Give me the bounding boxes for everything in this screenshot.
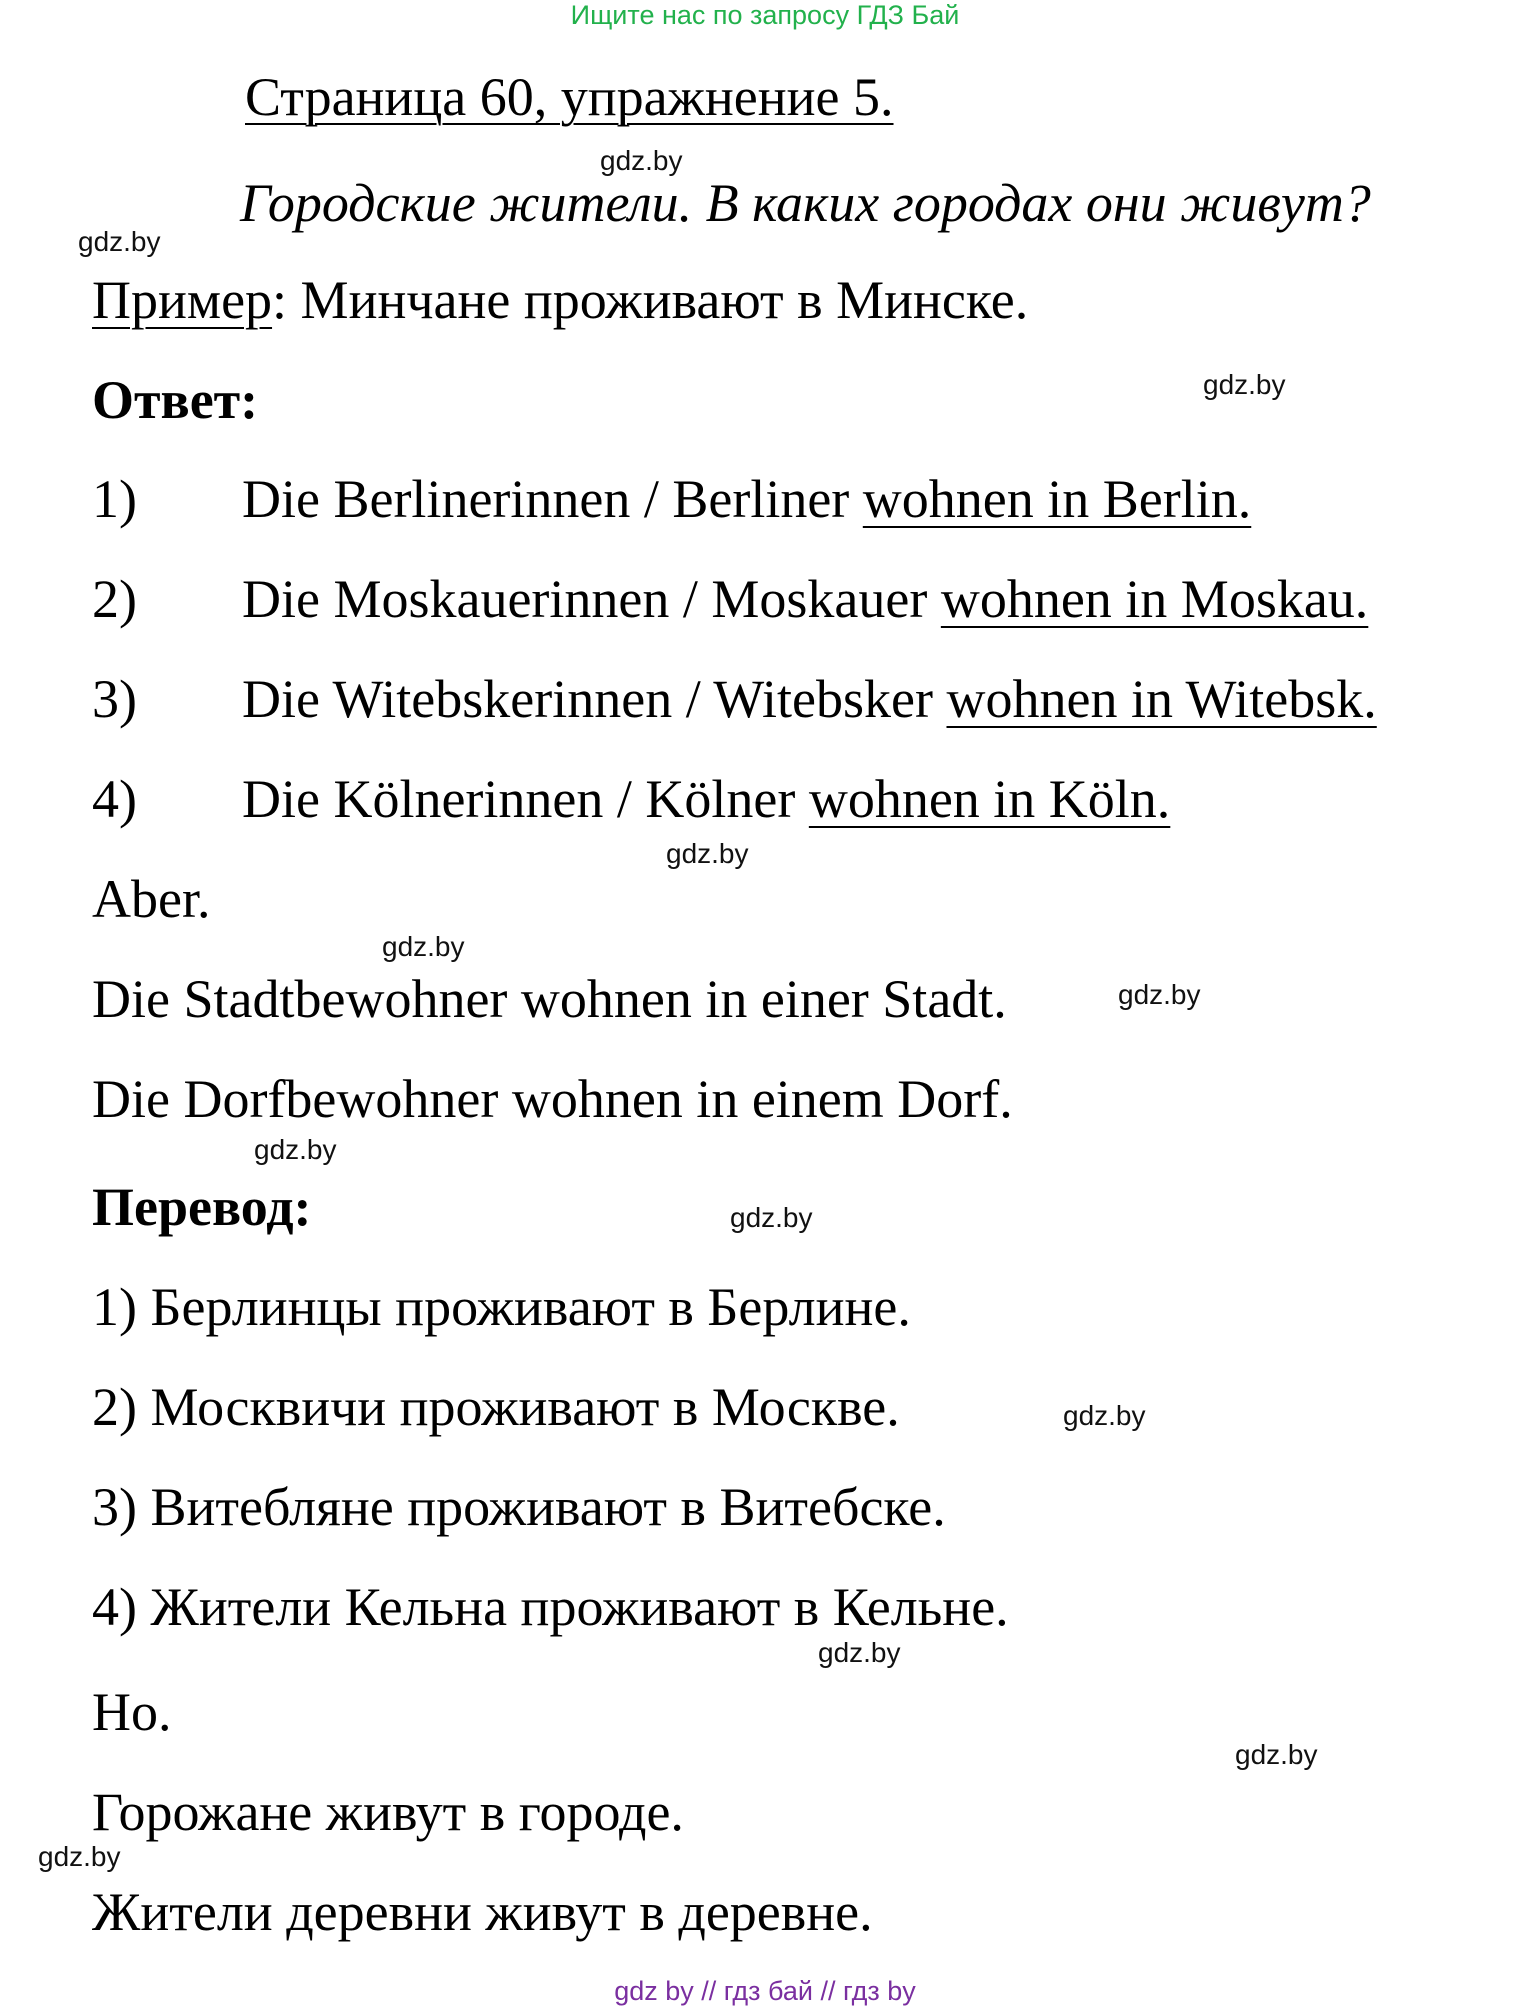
translation-line: 4) Жители Кельна проживают в Кельне. [92, 1577, 1009, 1637]
watermark: gdz.by [1235, 1739, 1318, 1770]
no-label: Но. [92, 1682, 172, 1742]
answer-number: 4) [92, 769, 137, 829]
answer-text: Die Berlinerinnen / Berliner [242, 469, 863, 529]
watermark: gdz.by [254, 1134, 337, 1165]
answer-item [242, 469, 1252, 529]
example-line [92, 270, 1029, 330]
watermark: gdz.by [78, 226, 161, 257]
translation-line: 3) Витебляне проживают в Витебске. [92, 1477, 946, 1537]
top-banner[interactable]: Ищите нас по запросу ГДЗ Бай [570, 0, 960, 30]
watermark: gdz.by [730, 1202, 813, 1233]
watermark: gdz.by [1118, 979, 1201, 1010]
answer-item [242, 769, 1171, 829]
no-line: Горожане живут в городе. [92, 1782, 684, 1842]
watermark: gdz.by [38, 1841, 121, 1872]
answer-text: Die Witebskerinnen / Witebsker [242, 669, 947, 729]
answer-item [242, 669, 1377, 729]
exercise-subtitle: Городские жители. В каких городах они живут? [240, 173, 1371, 233]
aber-line: Die Dorfbewohner wohnen in einem Dorf. [92, 1069, 1013, 1129]
watermark: gdz.by [1203, 369, 1286, 400]
answer-number: 1) [92, 469, 137, 529]
answer-number: 2) [92, 569, 137, 629]
example-label: Пример [92, 270, 273, 330]
watermark: gdz.by [818, 1637, 901, 1668]
answer-underlined: wohnen in Witebsk. [946, 669, 1377, 729]
answer-number: 3) [92, 669, 137, 729]
page-title: Страница 60, упражнение 5. [245, 67, 894, 127]
watermark: gdz.by [1063, 1400, 1146, 1431]
answer-heading: Ответ: [92, 370, 259, 430]
answer-text: Die Moskauerinnen / Moskauer [242, 569, 941, 629]
watermark: gdz.by [382, 931, 465, 962]
watermark: gdz.by [600, 145, 683, 176]
aber-label: Aber. [92, 869, 211, 929]
example-text: : Минчане проживают в Минске. [272, 270, 1029, 330]
answer-underlined: wohnen in Moskau. [940, 569, 1369, 629]
translation-heading: Перевод: [92, 1177, 312, 1237]
answer-underlined: wohnen in Berlin. [862, 469, 1252, 529]
bottom-banner[interactable]: gdz by // гдз бай // гдз by [614, 1976, 916, 2006]
watermark: gdz.by [666, 838, 749, 869]
translation-line: 1) Берлинцы проживают в Берлине. [92, 1277, 911, 1337]
no-line: Жители деревни живут в деревне. [92, 1882, 873, 1942]
answer-text: Die Kölnerinnen / Kölner [242, 769, 809, 829]
aber-line: Die Stadtbewohner wohnen in einer Stadt. [92, 969, 1007, 1029]
translation-line: 2) Москвичи проживают в Москве. [92, 1377, 900, 1437]
answer-item [242, 569, 1369, 629]
answer-underlined: wohnen in Köln. [808, 769, 1171, 829]
